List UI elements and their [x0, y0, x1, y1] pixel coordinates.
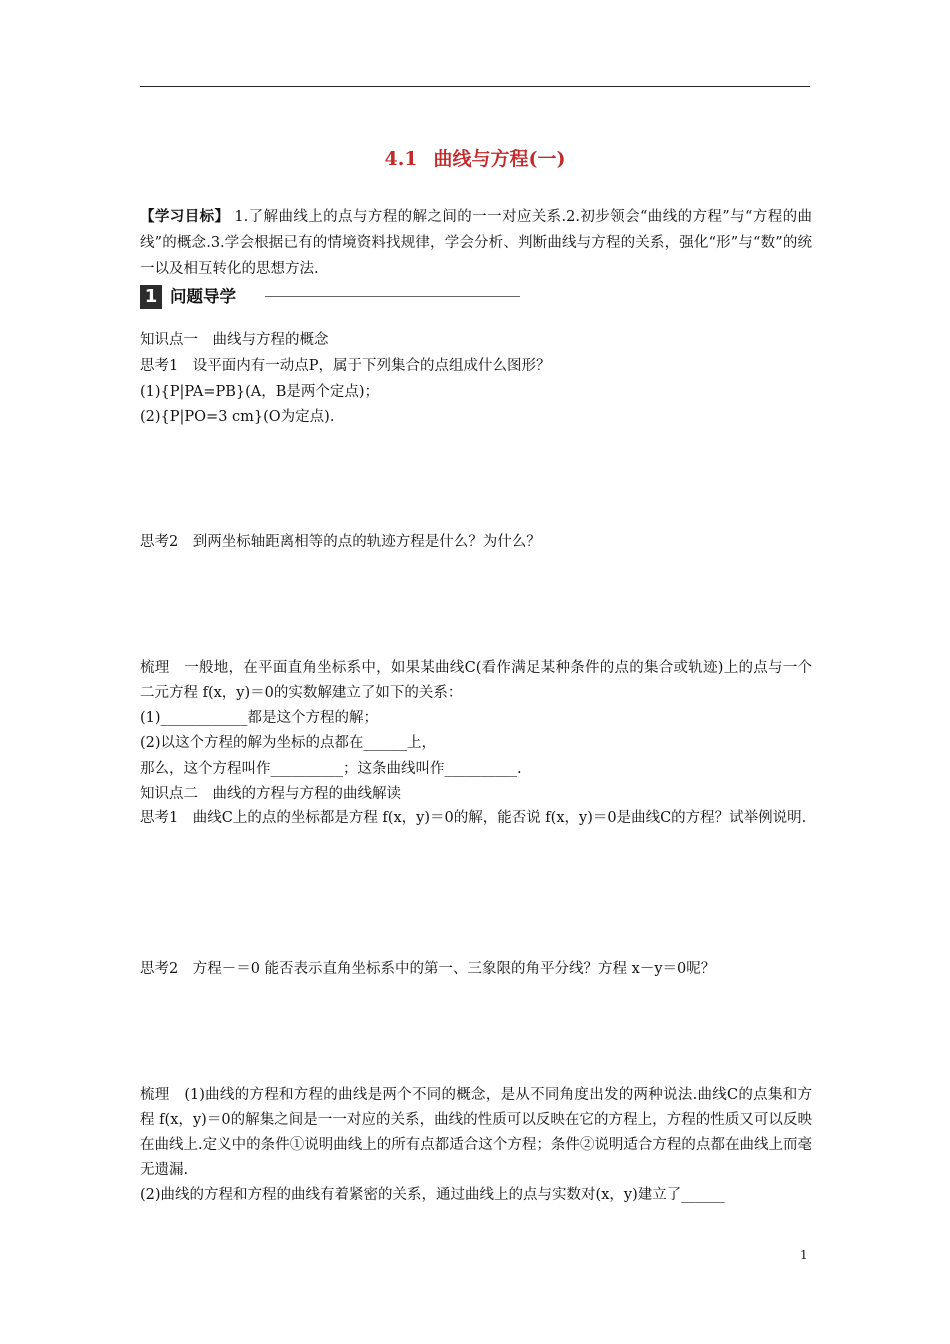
title-text: 曲线与方程(一)	[433, 148, 566, 170]
k1-think1: 思考1 设平面内有一动点P，属于下列集合的点组成什么图形？	[140, 358, 551, 374]
k2-summary1: 梳理 (1)曲线的方程和方程的曲线是两个不同的概念，是从不同角度出发的两种说法.曲线C的点集和方程 f(x，y)＝0的解集之间是一一对应的关系，曲线的性质可以反映在它的方程上，方程的性质又可以反映在曲线上.定义中的条件①说明曲线上的所有点都适合这个方程；条件②说明适合方程的点都在曲线上而毫无遗漏.	[140, 1087, 812, 1178]
k2-think2: 思考2 方程－＝0 能否表示直角坐标系中的第一、三象限的角平分线？方程 x－y＝0呢？	[140, 961, 716, 977]
page-number: 1	[800, 1248, 808, 1262]
k1-think2: 思考2 到两坐标轴距离相等的点的轨迹方程是什么？为什么？	[140, 534, 541, 550]
k1-item3: 那么，这个方程叫作__________；这条曲线叫作__________.	[140, 761, 522, 777]
title-number: 4.1	[384, 148, 418, 170]
k2-summary2: (2)曲线的方程和方程的曲线有着紧密的关系，通过曲线上的点与实数对(x，y)建立了______	[140, 1187, 725, 1203]
k2-think1: 思考1 曲线C上的点的坐标都是方程 f(x，y)＝0的解，能否说 f(x，y)＝0是曲线C的方程？试举例说明.	[140, 810, 807, 826]
learning-goals	[140, 204, 812, 282]
header-rule	[140, 86, 810, 87]
section-divider	[265, 296, 520, 297]
goals-text: 1.了解曲线上的点与方程的解之间的一一对应关系.2.初步领会“曲线的方程”与“方程的曲线”的概念.3.学会根据已有的情境资料找规律，学会分析、判断曲线与方程的关系，强化“形”与“数”的统一以及相互转化的思想方法.	[140, 209, 813, 277]
k1-think1-b: (2){P|PO=3 cm}(O为定点).	[140, 409, 335, 425]
goals-tag: 【学习目标】	[140, 208, 230, 225]
section-header	[140, 285, 525, 309]
k1-think1-a: (1){P|PA=PB}(A，B是两个定点)；	[140, 384, 380, 400]
k1-heading: 知识点一 曲线与方程的概念	[140, 332, 329, 348]
section-number-badge: 1	[140, 285, 162, 309]
k2-heading: 知识点二 曲线的方程与方程的曲线解读	[140, 786, 401, 802]
section-title: 问题导学	[170, 287, 236, 306]
k1-item2: (2)以这个方程的解为坐标的点都在______上，	[140, 735, 437, 751]
page-title	[0, 144, 950, 171]
k1-item1: (1)____________都是这个方程的解；	[140, 710, 379, 726]
k1-summary: 梳理 一般地，在平面直角坐标系中，如果某曲线C(看作满足某种条件的点的集合或轨迹)上的点与一个二元方程 f(x，y)＝0的实数解建立了如下的关系：	[140, 660, 812, 701]
